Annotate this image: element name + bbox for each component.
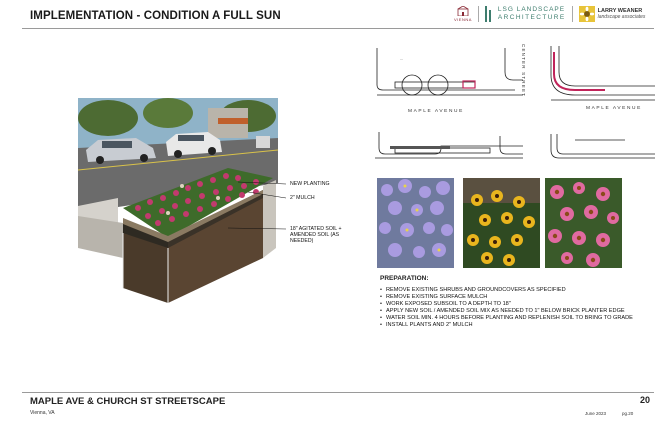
logo-divider	[478, 6, 479, 22]
weaner-logo	[579, 6, 646, 22]
purple-coneflower-photo	[545, 178, 622, 268]
preparation-title: PREPARATION:	[380, 275, 429, 282]
plan-label-maple-avenue-right: MAPLE AVENUE	[586, 106, 642, 111]
document-date: June 2023	[585, 411, 607, 416]
lsg-logo-line1: LSG LANDSCAPE	[497, 6, 566, 13]
svg-text:—: —	[400, 57, 403, 61]
black-eyed-susan-photo	[463, 178, 540, 268]
callout-mulch: 2" MULCH	[290, 195, 315, 201]
preparation-list	[380, 287, 645, 329]
lsg-logo	[498, 6, 566, 22]
list-item: • WORK EXPOSED SUBSOIL TO A DEPTH TO 18"	[380, 301, 645, 308]
callout-agitated-soil: 18" AGITATED SOIL + AMENDED SOIL (AS NEEDED)	[290, 226, 342, 245]
header-divider	[22, 28, 654, 29]
town-seal-icon	[457, 6, 469, 16]
page-title: IMPLEMENTATION - CONDITION A FULL SUN	[30, 10, 281, 22]
plan-label-center-street: CENTER STREET	[521, 44, 526, 98]
list-item: • APPLY NEW SOIL / AMENDED SOIL MIX AS NEEDED TO 1" BELOW BRICK PLANTER EDGE	[380, 308, 645, 315]
lsg-mark-icon	[485, 6, 495, 22]
section-drawing-left	[375, 128, 523, 168]
list-item: • REMOVE EXISTING SURFACE MULCH	[380, 294, 645, 301]
weaner-logo-line2: landscape associates	[597, 14, 646, 20]
list-item: • WATER SOIL MIN. 4 HOURS BEFORE PLANTING AND REPLENISH SOIL TO BRING TO GRADE	[380, 315, 645, 322]
list-item: • REMOVE EXISTING SHRUBS AND GROUNDCOVERS AS SPECIFIED	[380, 287, 645, 294]
project-location: Vienna, VA	[30, 410, 55, 416]
page-number: 20	[640, 395, 651, 405]
logo-bar	[454, 4, 645, 24]
vienna-logo-text: VIENNA	[454, 17, 472, 22]
flower-icon	[579, 6, 595, 22]
page-reference: pg.20	[622, 411, 634, 416]
footer-divider	[22, 392, 654, 393]
lsg-logo-line2: ARCHITECTURE	[497, 14, 566, 21]
project-title: MAPLE AVE & CHURCH ST STREETSCAPE	[30, 396, 226, 407]
weaner-logo-line1: LARRY WEANER	[597, 7, 643, 14]
plan-drawing-right	[545, 40, 655, 110]
logo-divider	[572, 6, 573, 22]
section-drawing-right	[545, 128, 655, 168]
list-item: • INSTALL PLANTS AND 2" MULCH	[380, 322, 645, 329]
plan-label-maple-avenue-left: MAPLE AVENUE	[408, 109, 464, 114]
plan-drawing-left	[375, 40, 523, 110]
callout-new-planting: NEW PLANTING	[290, 181, 330, 187]
planter-section-rendering	[78, 98, 288, 306]
aster-photo	[377, 178, 454, 268]
vienna-logo	[454, 6, 472, 22]
